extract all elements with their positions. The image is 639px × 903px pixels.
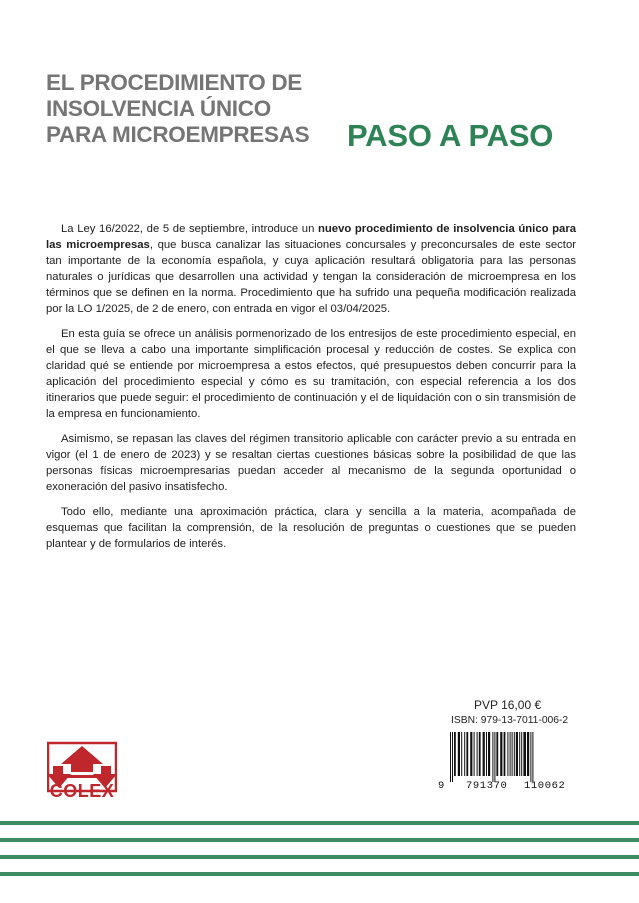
- barcode-digits-right: 110062: [524, 780, 566, 792]
- barcode-bar: [527, 732, 529, 776]
- book-title-line-2: INSOLVENCIA ÚNICO: [46, 96, 271, 121]
- blurb-paragraph-4: Todo ello, mediante una aproximación práctica, clara y sencilla a la materia, acompañada de esquemas que facilitan la comprensión, de la resolución de preguntas o cuestiones que se pueden plantear y de formularios de interés.: [46, 506, 576, 550]
- publisher-name: COLEX: [49, 781, 115, 801]
- barcode-bar: [450, 732, 451, 782]
- barcode-bar: [474, 732, 475, 776]
- barcode-bar: [483, 732, 485, 776]
- back-cover-blurb: [46, 221, 576, 561]
- barcode-bar: [523, 732, 526, 776]
- barcode-bar: [452, 732, 453, 782]
- barcode-bar: [466, 732, 468, 776]
- barcode-digit-first: 9: [438, 780, 445, 792]
- price-label: PVP 16,00 €: [474, 698, 542, 712]
- blurb-paragraph-1: [46, 221, 576, 317]
- barcode: [436, 732, 586, 796]
- book-subtitle: PASO A PASO: [347, 118, 554, 153]
- p1-intro: La Ley 16/2022, de 5 de septiembre, introduce un: [61, 223, 318, 235]
- barcode-bar: [454, 732, 456, 776]
- barcode-bar: [500, 732, 502, 776]
- barcode-digits-left: 791370: [466, 780, 508, 792]
- blurb-paragraph-2: En esta guía se ofrece un análisis pormenorizado de los entresijos de este procedimiento especial, en el que se lleva a cabo una importante simplificación procesal y reducción de costes. Se explica con claridad qué se entiende por microempresa a estos efectos, qué presupuestos deben concurrir para la aplicación del procedimiento especial y cómo es su tramitación, con especial referencia a los dos itinerarios que puede seguir: el procedimiento de continuación y el de liquidación con o sin transmisión de la empresa en funcionamiento.: [46, 328, 576, 420]
- barcode-bar: [519, 732, 520, 776]
- footer-stripe-4: [0, 872, 639, 876]
- barcode-bar: [486, 732, 487, 776]
- book-title: [46, 70, 336, 148]
- barcode-bar: [470, 732, 472, 776]
- barcode-bar: [504, 732, 506, 776]
- barcode-bar: [458, 732, 460, 776]
- barcode-digits: [436, 780, 586, 794]
- barcode-bar: [477, 732, 478, 776]
- book-title-line-1: EL PROCEDIMIENTO DE: [46, 70, 303, 95]
- barcode-bars: [450, 732, 578, 782]
- barcode-bar: [494, 732, 495, 782]
- barcode-bar: [488, 732, 490, 776]
- footer-stripe-2: [0, 838, 639, 842]
- footer-stripe-3: [0, 855, 639, 859]
- p1-rest: , que busca canalizar las situaciones concursales y preconcursales de este sector tan importante de la economía española, y cuya aplicación resultará obligatoria para las personas naturales o jurídicas que desarrollen una actividad y tengan la consideración de microempresa en los términos que se definen en la norma. Procedimiento que ha sufrido una pequeña modificación realizada por la LO 1/2025, de 2 de enero, con entrada en vigor el 03/04/2025.: [46, 239, 576, 315]
- barcode-bar: [521, 732, 522, 776]
- barcode-bar: [496, 732, 498, 776]
- barcode-bar: [461, 732, 462, 776]
- barcode-bar: [479, 732, 481, 776]
- barcode-bar: [532, 732, 533, 782]
- barcode-bar: [512, 732, 513, 776]
- barcode-bar: [507, 732, 508, 776]
- blurb-paragraph-3: Asimismo, se repasan las claves del régimen transitorio aplicable con carácter previo a su entrada en vigor (el 1 de enero de 2023) y se resaltan ciertas cuestiones básicas sobre la posibilidad de que las personas físicas microempresarias puedan acceder al mecanismo de la segunda oportunidad o exoneración del pasivo insatisfecho.: [46, 433, 576, 493]
- p1-highlight: nuevo procedimiento de insolvencia único para las microempresas: [46, 223, 576, 251]
- barcode-bar: [510, 732, 511, 776]
- barcode-bar: [530, 732, 531, 782]
- book-title-line-3: PARA MICROEMPRESAS: [46, 122, 310, 147]
- barcode-bar: [514, 732, 515, 776]
- barcode-bar: [464, 732, 465, 776]
- isbn-label: ISBN: 979-13-7011-006-2: [451, 715, 569, 726]
- barcode-bar: [492, 732, 493, 782]
- footer-stripe-1: [0, 821, 639, 825]
- barcode-bar: [516, 732, 518, 776]
